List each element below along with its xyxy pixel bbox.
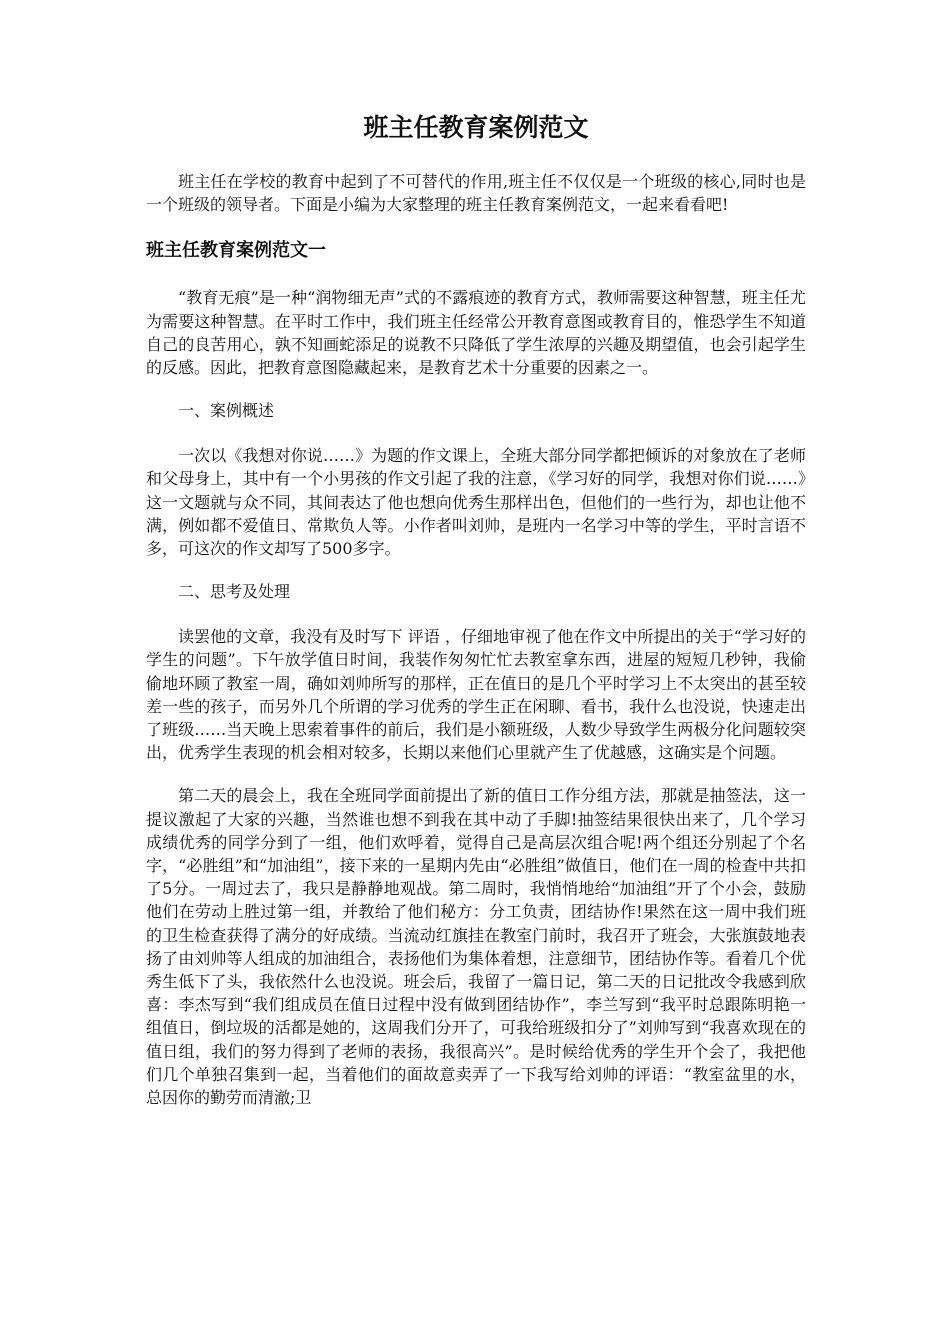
body-paragraph: 第二天的晨会上，我在全班同学面前提出了新的值日工作分组方法，那就是抽签法，这一提议激起了大家的兴趣，当然谁也想不到我在其中动了手脚!抽签结果很快出来了，几个学习成绩优秀的同学分到了一组，他们欢呼着，觉得自己是高层次组合呢!两个组还分别起了个名字，“必胜组”和“加油组”，接下来的一星期内先由“必胜组”做值日，他们在一周的检查中共扣了5分。一周过去了，我只是静静地观战。第二周时，我悄悄地给“加油组”开了个小会，鼓励他们在劳动上胜过第一组，并教给了他们秘方：分工负责，团结协作!果然在这一周中我们班的卫生检查获得了满分的好成绩。当流动红旗挂在教室门前时，我召开了班会，大张旗鼓地表扬了由刘帅等人组成的加油组合，表扬他们为集体着想，注意细节，团结协作等。看着几个优秀生低下了头，我依然什么也没说。班会后，我留了一篇日记，第二天的日记批改令我感到欣喜：李杰写到“我们组成员在值日过程中没有做到团结协作”，李兰写到“我平时总跟陈明艳一组值日，倒垃圾的活都是她的，这周我们分开了，可我给班级扣分了”刘帅写到“我喜欢现在的值日组，我们的努力得到了老师的表扬，我很高兴”。是时候给优秀的学生开个会了，我把他们几个单独召集到一起，当着他们的面故意卖弄了一下我写给刘帅的评语：“教室盆里的水，总因你的勤劳而清澈;卫 [146, 786, 806, 1108]
subheading-thinking-handling: 二、思考及处理 [178, 582, 291, 602]
body-paragraph: 一次以《我想对你说……》为题的作文课上，全班大部分同学都把倾诉的对象放在了老师和父母身上，其中有一个小男孩的作文引起了我的注意，《学习好的同学，我想对你们说……》这一文题就与众不同，其间表达了他也想向优秀生那样出色，但他们的一些行为，却也让他不满，例如都不爱值日、常欺负人等。小作者叫刘帅，是班内一名学习中等的学生，平时言语不多，可这次的作文却写了500多字。 [146, 446, 806, 559]
section-heading: 班主任教育案例范文一 [146, 240, 326, 262]
document-page [146, 110, 806, 1129]
document-title: 班主任教育案例范文 [363, 113, 589, 142]
body-paragraph: “教育无痕”是一种“润物细无声”式的不露痕迹的教育方式，教师需要这种智慧，班主任尤为需要这种智慧。在平时工作中，我们班主任经常公开教育意图或教育目的，惟恐学生不知道自己的良苦用心，孰不知画蛇添足的说教不只降低了学生浓厚的兴趣及期望值，也会引起学生的反感。因此，把教育意图隐藏起来，是教育艺术十分重要的因素之一。 [146, 288, 806, 378]
subheading-case-overview: 一、案例概述 [178, 401, 275, 421]
body-paragraph: 读罢他的文章，我没有及时写下 评语 ，仔细地审视了他在作文中所提出的关于“学习好的学生的问题”。下午放学值日时间，我装作匆匆忙忙去教室拿东西，进屋的短短几秒钟，我偷偷地环顾了教室一周，确如刘帅所写的那样，正在值日的是几个平时学习上不太突出的甚至较差一些的孩子，而另外几个所谓的学习优秀的学生正在闲聊、看书，我什么也没说，快速走出了班级……当天晚上思索着事件的前后，我们是小额班级，人数少导致学生两极分化问题较突出，优秀学生表现的机会相对较多，长期以来他们心里就产生了优越感，这确实是个问题。 [146, 627, 806, 763]
intro-paragraph: 班主任在学校的教育中起到了不可替代的作用,班主任不仅仅是一个班级的核心,同时也是一个班级的领导者。下面是小编为大家整理的班主任教育案例范文，一起来看看吧! [146, 172, 806, 215]
